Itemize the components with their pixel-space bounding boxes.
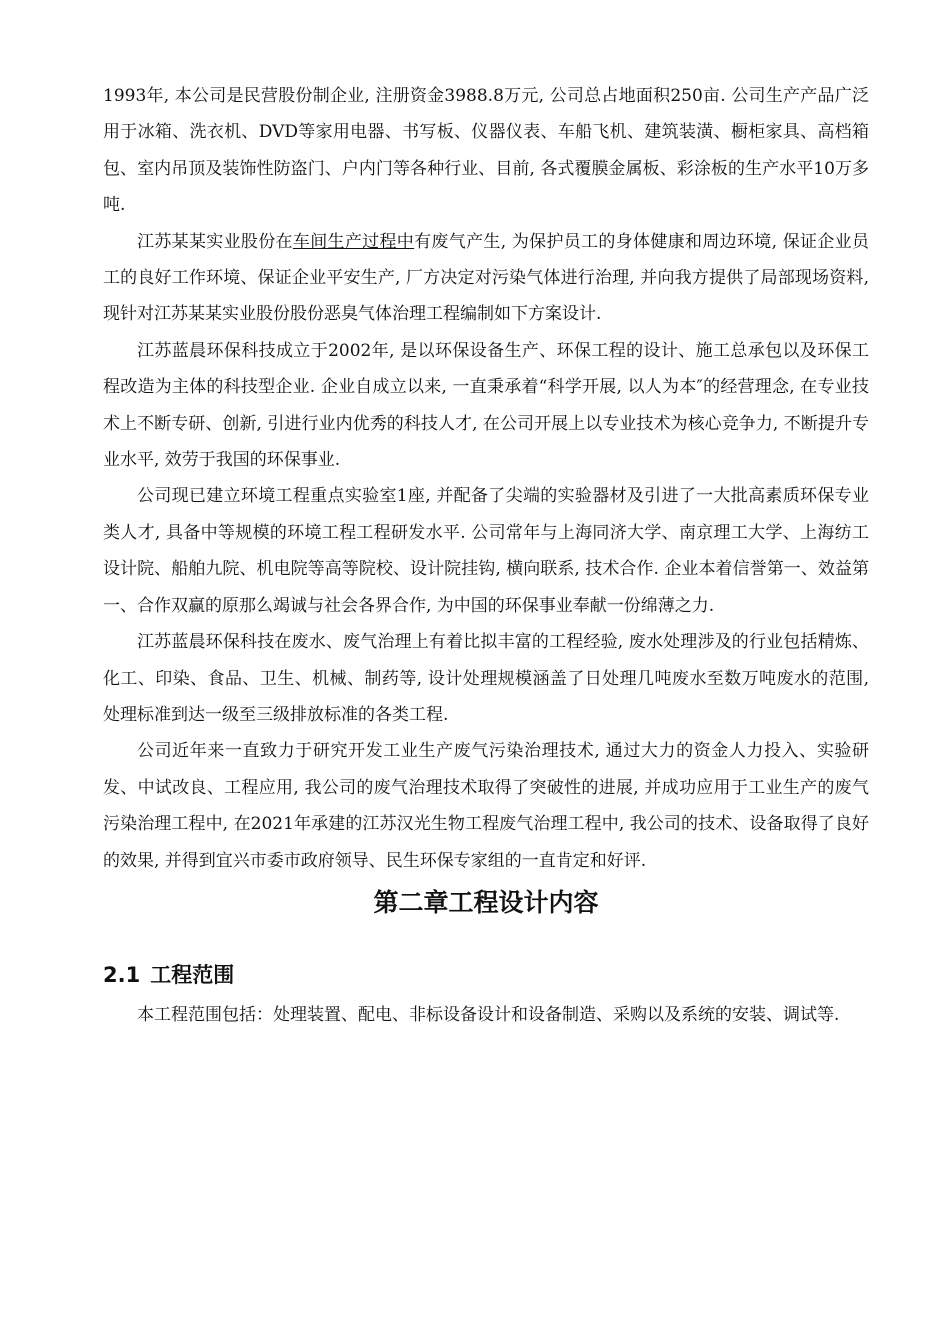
paragraph-text: 江苏某某实业股份在 <box>137 231 293 252</box>
chapter-title: 第二章工程设计内容 <box>373 887 599 917</box>
underlined-phrase: 车间生产过程中 <box>292 231 415 252</box>
paragraph-project-background <box>103 224 869 333</box>
paragraph-laboratory: 公司现已建立环境工程重点实验室1座, 并配备了尖端的实验器材及引进了一大批高素质环保专业类人才, 具备中等规模的环境工程工程研发水平. 公司常年与上海同济大学、南京理工大学、上海纺工设计院、船舶九院、机电院等高等院校、设计院挂钩, 横向联系, 技术合作. 企业本着信誉第一、效益第一、合作双赢的原那么竭诚与社会各界合作, 为中国的环保事业奉献一份绵薄之力. <box>103 486 869 616</box>
section-title: 工程范围 <box>150 962 235 987</box>
paragraph-waste-gas-tech: 公司近年来一直致力于研究开发工业生产废气污染治理技术, 通过大力的资金人力投入、实验研发、中试改良、工程应用, 我公司的废气治理技术取得了突破性的进展, 并成功应用于工业生产的废气污染治理工程中, 在2021年承建的江苏汉光生物工程废气治理工程中, 我公司的技术、设备取得了良好的效果, 并得到宜兴市委市政府领导、民生环保专家组的一直肯定和好评. <box>103 741 869 871</box>
document-page <box>103 78 869 1033</box>
section-heading <box>103 957 869 993</box>
paragraph-project-scope: 本工程范围包括：处理装置、配电、非标设备设计和设备制造、采购以及系统的安装、调试等. <box>137 1004 840 1025</box>
paragraph-experience: 江苏蓝晨环保科技在废水、废气治理上有着比拟丰富的工程经验, 废水处理涉及的行业包括精炼、化工、印染、食品、卫生、机械、制药等, 设计处理规模涵盖了日处理几吨废水至数万吨废水的范围, 处理标准到达一级至三级排放标准的各类工程. <box>103 632 869 725</box>
section-number: 2.1 <box>103 962 141 987</box>
paragraph-lanchen-intro: 江苏蓝晨环保科技成立于2002年, 是以环保设备生产、环保工程的设计、施工总承包以及环保工程改造为主体的科技型企业. 企业自成立以来, 一直秉承着“科学开展, 以人为本″的经营理念, 在专业技术上不断专研、创新, 引进行业内优秀的科技人才, 在公司开展上以专业技术为核心竞争力, 不断提升专业水平, 效劳于我国的环保事业. <box>103 340 869 471</box>
paragraph-company-overview: 1993年, 本公司是民营股份制企业, 注册资金3988.8万元, 公司总占地面积250亩. 公司生产产品广泛用于冰箱、洗衣机、DVD等家用电器、书写板、仪器仪表、车船飞机、建筑装潢、橱柜家具、高档箱包、室内吊顶及装饰性防盗门、户内门等各种行业、目前, 各式覆膜金属板、彩涂板的生产水平10万多吨. <box>103 86 869 216</box>
paragraph-text: 有废气产生, 为保护员工的身体健康和周边环境, 保证企业员工的良好工作环境、保证企业平安生产, 厂方决定对污染气体进行治理, 并向我方提供了局部现场资料, 现针对江苏某某实业股份股份恶臭气体治理工程编制如下方案设计. <box>103 231 870 325</box>
